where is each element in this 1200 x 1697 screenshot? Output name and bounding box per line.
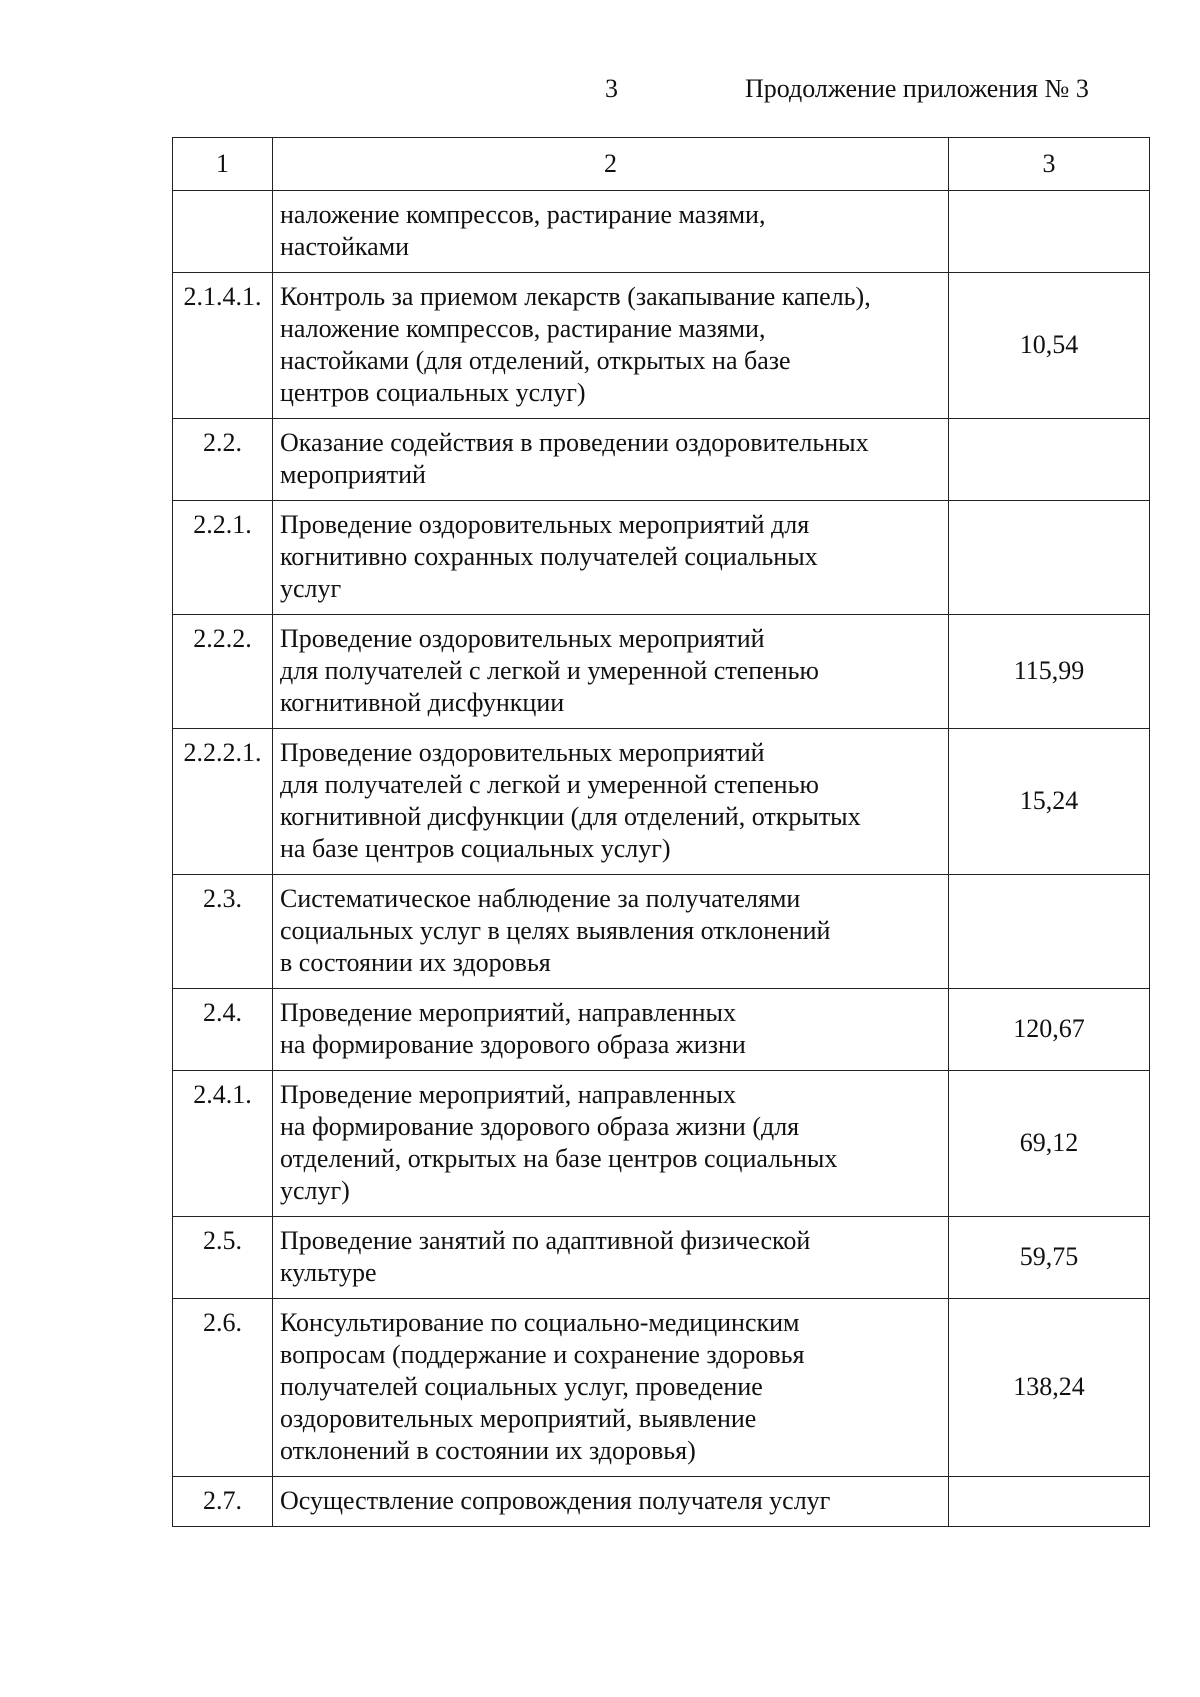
table-row [173,1477,1150,1527]
item-number [173,191,273,273]
item-description [273,989,949,1071]
item-price [949,501,1150,615]
description-line: культуре [280,1258,377,1287]
item-number: 2.2.2. [173,615,273,729]
table-row [173,501,1150,615]
description-line: на формирование здорового образа жизни (для [280,1112,800,1141]
description-line: Осуществление сопровождения получателя услуг [280,1486,831,1515]
description-line: когнитивной дисфункции (для отделений, открытых [280,802,861,831]
tariff-table [172,137,1150,1527]
description-line: социальных услуг в целях выявления отклонений [280,916,831,945]
table-row [173,875,1150,989]
table-row [173,273,1150,419]
item-price: 115,99 [949,615,1150,729]
description-line: Систематическое наблюдение за получателями [280,884,801,913]
table-row [173,729,1150,875]
item-description [273,1217,949,1299]
description-line: на формирование здорового образа жизни [280,1030,746,1059]
description-line: услуг [280,574,342,603]
item-number: 2.1.4.1. [173,273,273,419]
description-line: Проведение мероприятий, направленных [280,1080,737,1109]
page-number: 3 [605,74,618,103]
description-line: наложение компрессов, растирание мазями, [280,200,766,229]
item-number: 2.2.2.1. [173,729,273,875]
item-description [273,501,949,615]
table-row [173,615,1150,729]
description-line: Оказание содействия в проведении оздоровительных [280,428,869,457]
item-price: 120,67 [949,989,1150,1071]
description-line: оздоровительных мероприятий, выявление [280,1404,757,1433]
description-line: отделений, открытых на базе центров социальных [280,1144,838,1173]
description-line: мероприятий [280,460,426,489]
description-line: Проведение оздоровительных мероприятий для [280,510,810,539]
item-description [273,875,949,989]
description-line: услуг) [280,1176,350,1205]
description-line: вопросам (поддержание и сохранение здоровья [280,1340,805,1369]
description-line: для получателей с легкой и умеренной степенью [280,770,819,799]
item-description [273,191,949,273]
item-price: 59,75 [949,1217,1150,1299]
column-header-2: 2 [273,138,949,191]
column-header-3: 3 [949,138,1150,191]
item-price [949,875,1150,989]
item-price [949,191,1150,273]
table-row [173,989,1150,1071]
description-line: наложение компрессов, растирание мазями, [280,314,766,343]
item-price [949,1477,1150,1527]
appendix-continuation-label: Продолжение приложения № 3 [745,74,1089,103]
description-line: когнитивно сохранных получателей социальных [280,542,818,571]
description-line: в состоянии их здоровья [280,948,551,977]
description-line: получателей социальных услуг, проведение [280,1372,763,1401]
item-number: 2.6. [173,1299,273,1477]
table-row [173,419,1150,501]
item-description [273,419,949,501]
description-line: Проведение занятий по адаптивной физической [280,1226,811,1255]
description-line: отклонений в состоянии их здоровья) [280,1436,696,1465]
item-price: 15,24 [949,729,1150,875]
description-line: настойками (для отделений, открытых на базе [280,346,791,375]
column-header-1: 1 [173,138,273,191]
description-line: на базе центров социальных услуг) [280,834,671,863]
item-description [273,1299,949,1477]
item-number: 2.2. [173,419,273,501]
description-line: настойками [280,232,410,261]
description-line: центров социальных услуг) [280,378,586,407]
item-price: 10,54 [949,273,1150,419]
item-description [273,1477,949,1527]
item-description [273,1071,949,1217]
table-row [173,1217,1150,1299]
description-line: Консультирование по социально-медицинским [280,1308,800,1337]
description-line: Контроль за приемом лекарств (закапывание капель), [280,282,871,311]
item-description [273,729,949,875]
table-header-row [173,138,1150,191]
item-number: 2.4.1. [173,1071,273,1217]
item-number: 2.7. [173,1477,273,1527]
item-number: 2.2.1. [173,501,273,615]
table-row [173,1071,1150,1217]
item-price: 138,24 [949,1299,1150,1477]
description-line: когнитивной дисфункции [280,688,565,717]
table-row [173,191,1150,273]
item-number: 2.3. [173,875,273,989]
item-price [949,419,1150,501]
description-line: Проведение оздоровительных мероприятий [280,624,765,653]
item-price: 69,12 [949,1071,1150,1217]
table-body [173,138,1150,1527]
table-row [173,1299,1150,1477]
item-description [273,273,949,419]
description-line: Проведение мероприятий, направленных [280,998,737,1027]
item-number: 2.4. [173,989,273,1071]
description-line: Проведение оздоровительных мероприятий [280,738,765,767]
item-description [273,615,949,729]
item-number: 2.5. [173,1217,273,1299]
description-line: для получателей с легкой и умеренной степенью [280,656,819,685]
